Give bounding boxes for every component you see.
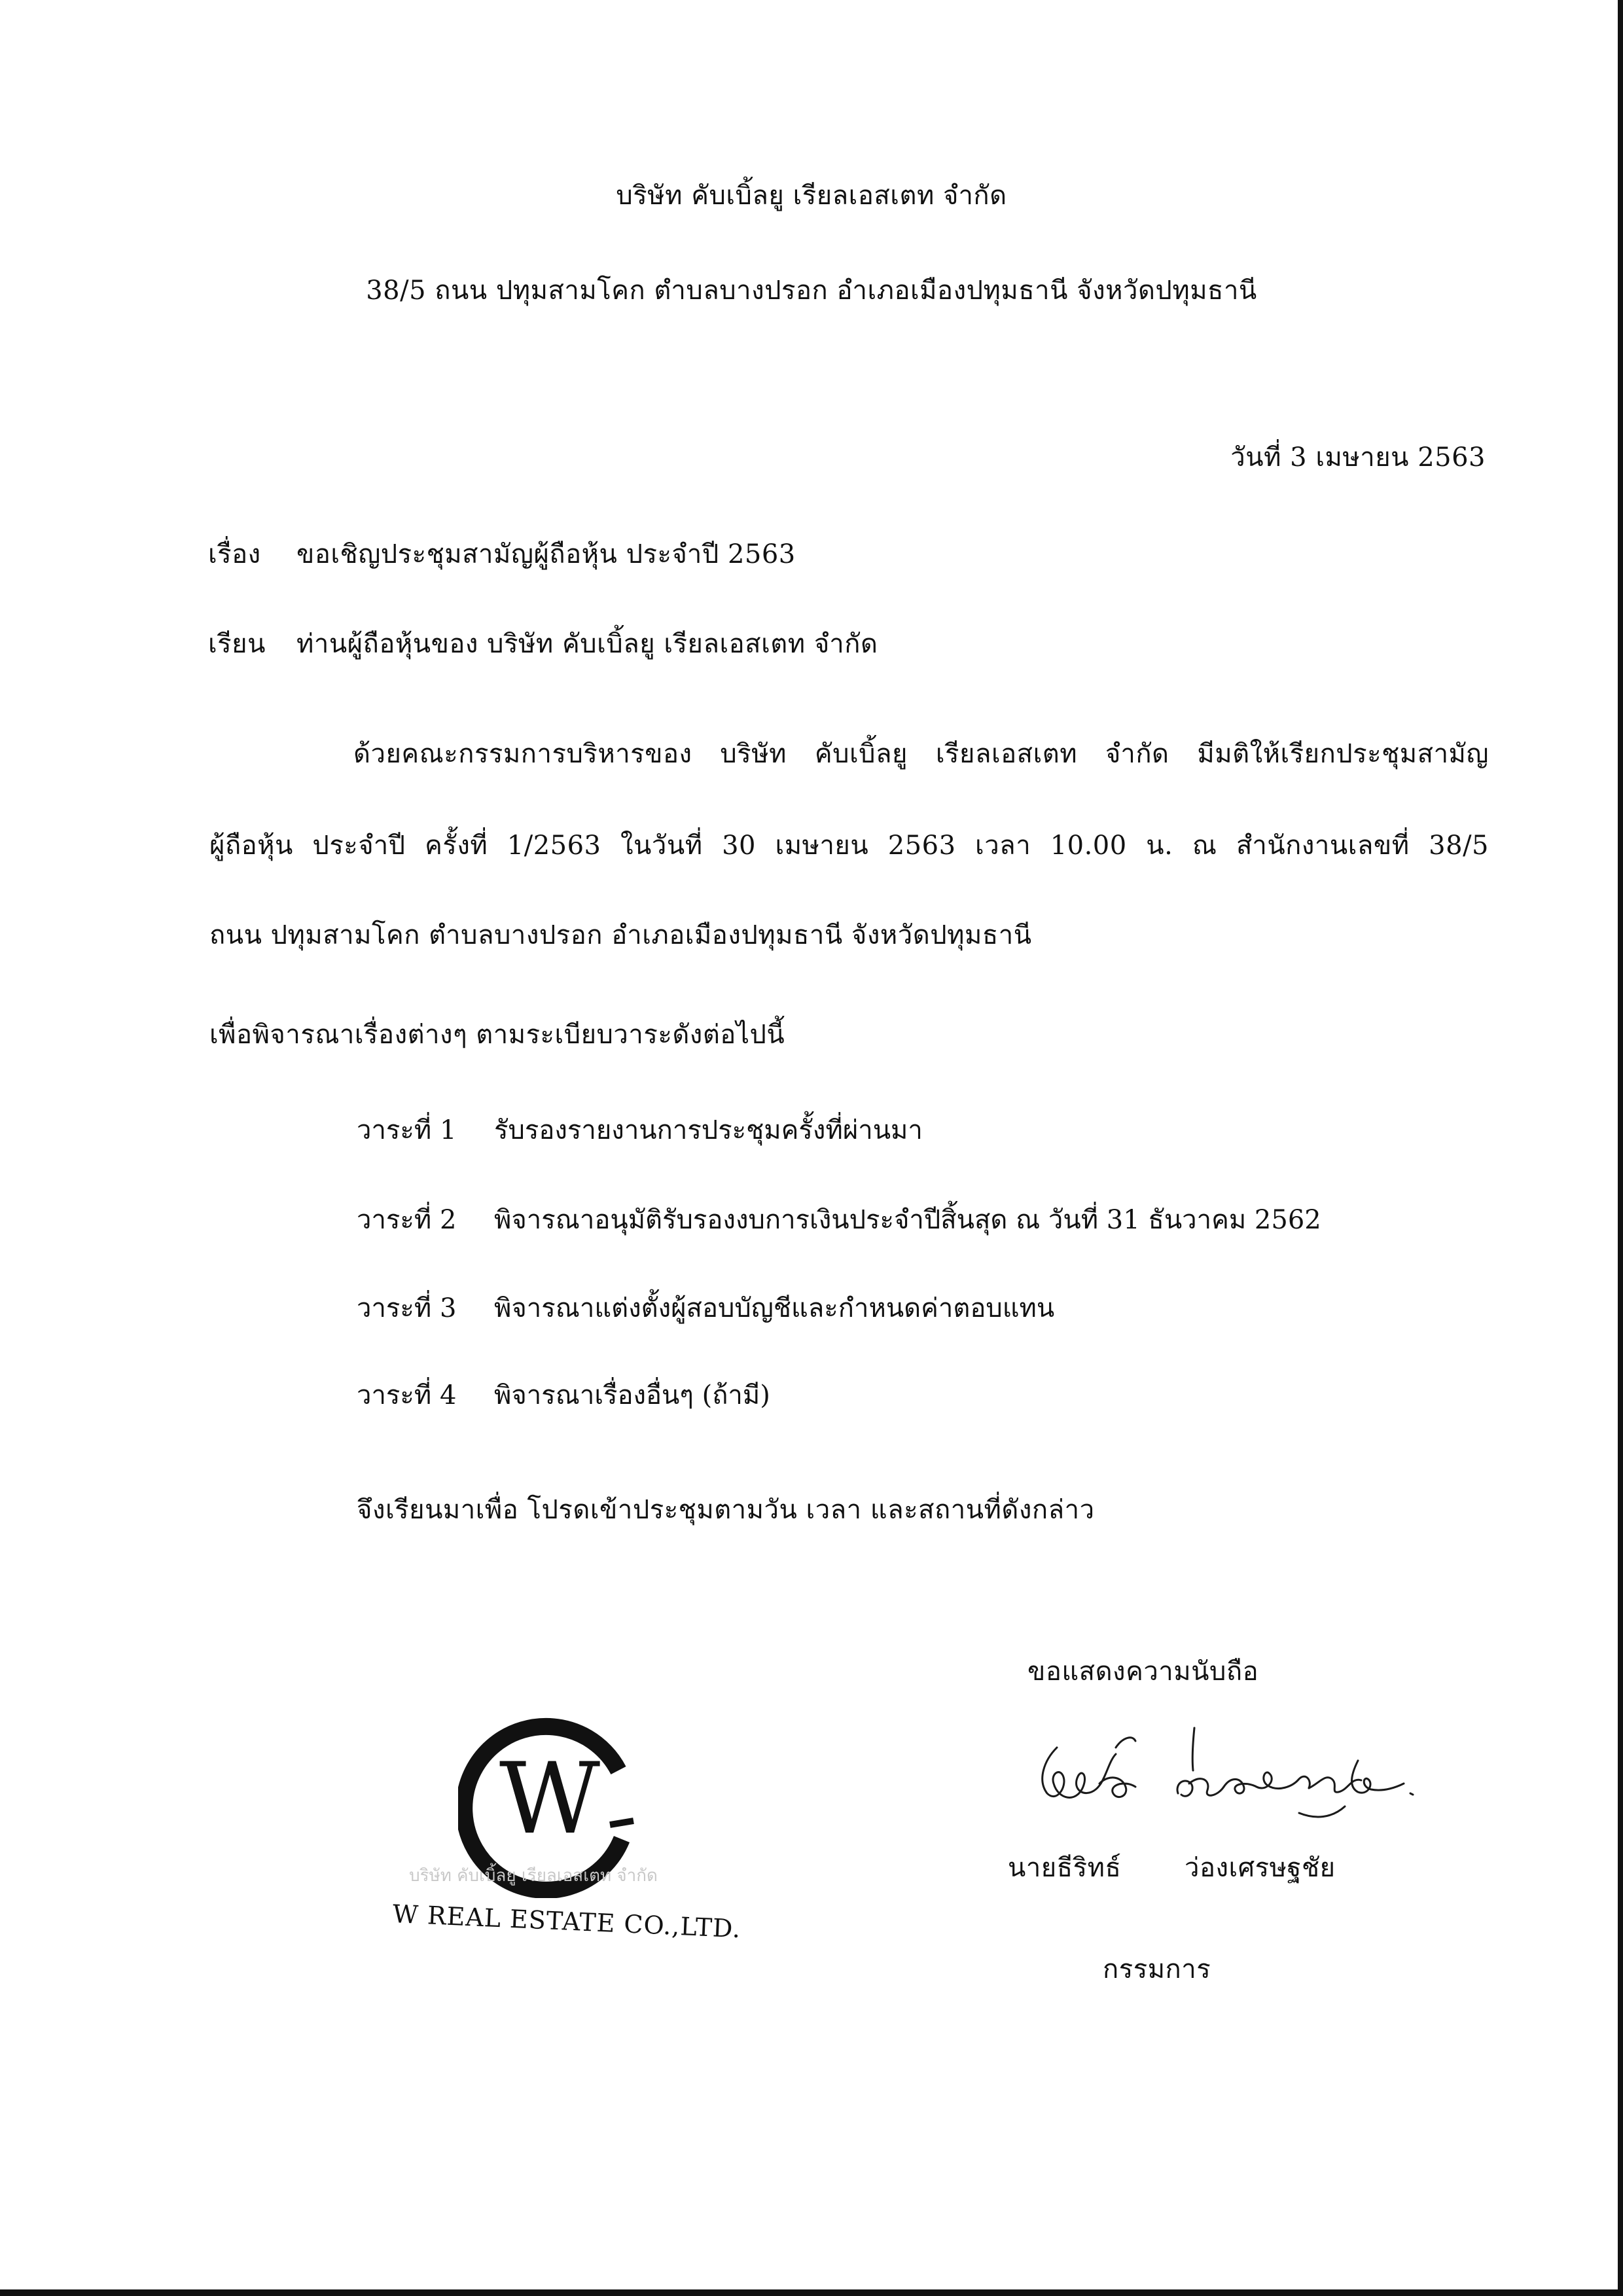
subject-text: ขอเชิญประชุมสามัญผู้ถือหุ้น ประจำปี 2563 [296,539,796,569]
body-line-4: เพื่อพิจารณาเรื่องต่างๆ ตามระเบียบวาระดังต่อไปนี้ [209,1020,785,1050]
agenda-text: พิจารณาเรื่องอื่นๆ (ถ้ามี) [494,1380,770,1410]
agenda-item [357,1380,770,1411]
company-address: 38/5 ถนน ปทุมสามโคก ตำบลบางปรอก อำเภอเมืองปทุมธานี จังหวัดปทุมธานี [366,276,1257,306]
agenda-number: วาระที่ 4 [357,1380,457,1410]
agenda-item [357,1293,1054,1324]
stamp-faint-text: บริษัท คับเบิ้ลยู เรียลเอสเตท จำกัด [409,1866,658,1886]
letter-date: วันที่ 3 เมษายน 2563 [1230,442,1486,473]
body-line-2: ผู้ถือหุ้น ประจำปี ครั้งที่ 1/2563 ในวันที่ 30 เมษายน 2563 เวลา 10.00 น. ณ สำนักงานเลขที่ 38/5 [209,831,1489,861]
closing-line: จึงเรียนมาเพื่อ โปรดเข้าประชุมตามวัน เวลา และสถานที่ดังกล่าว [357,1495,1095,1525]
recipient-label: เรียน [208,629,266,659]
agenda-text: พิจารณาอนุมัติรับรองงบการเงินประจำปีสิ้นสุด ณ วันที่ 31 ธันวาคม 2562 [494,1205,1321,1235]
handwritten-signature [1018,1721,1450,1839]
company-stamp [380,1708,742,1983]
logo-letter: W [499,1742,601,1856]
agenda-item [357,1204,1321,1236]
signer-last-name: ว่องเศรษฐชัย [1185,1853,1336,1883]
body-line-3: ถนน ปทุมสามโคก ตำบลบางปรอก อำเภอเมืองปทุมธานี จังหวัดปทุมธานี [209,920,1032,950]
agenda-text: รับรองรายงานการประชุมครั้งที่ผ่านมา [494,1115,923,1145]
subject-label: เรื่อง [208,539,261,569]
body-line-1: ด้วยคณะกรรมการบริหารของ บริษัท คับเบิ้ลยู เรียลเอสเตท จำกัด มีมติให้เรียกประชุมสามัญ [353,739,1489,769]
signer-position: กรรมการ [1103,1954,1211,1984]
agenda-item [357,1115,923,1146]
page-border-bottom [0,2289,1623,2296]
stamp-caption: W REAL ESTATE CO.,LTD. [392,1899,742,1944]
agenda-number: วาระที่ 3 [357,1293,457,1323]
recipient-line [208,628,878,660]
sign-off-greeting: ขอแสดงความนับถือ [1027,1657,1259,1687]
signer-name [1008,1852,1336,1884]
signer-first-name: นายธีริทธ์ [1008,1853,1122,1883]
subject-line [208,539,796,570]
agenda-number: วาระที่ 1 [357,1115,457,1145]
agenda-number: วาระที่ 2 [357,1205,457,1235]
agenda-text: พิจารณาแต่งตั้งผู้สอบบัญชีและกำหนดค่าตอบแทน [494,1293,1055,1323]
page-border-right [1618,0,1623,2296]
recipient-text: ท่านผู้ถือหุ้นของ บริษัท คับเบิ้ลยู เรียลเอสเตท จำกัด [296,629,878,659]
company-name: บริษัท คับเบิ้ลยู เรียลเอสเตท จำกัด [616,181,1007,211]
